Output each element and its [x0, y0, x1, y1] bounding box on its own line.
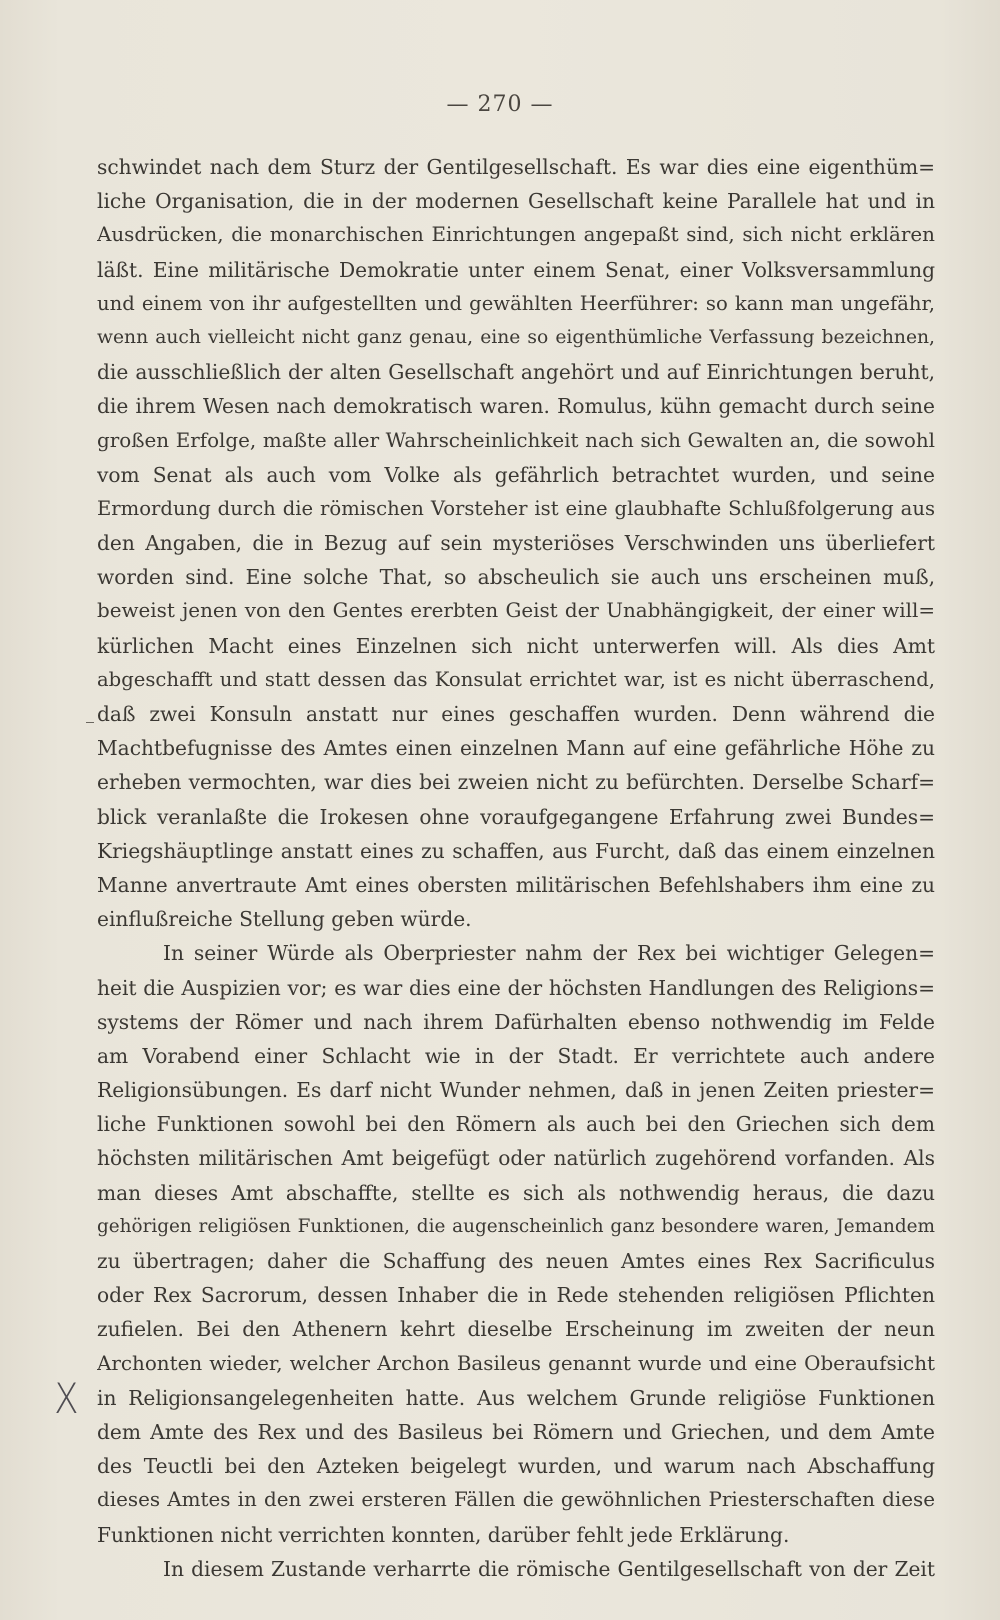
text-line: heit die Auspizien vor; es war dies eine der höchsten Handlungen des Religions= [97, 975, 935, 1000]
text-line: oder Rex Sacrorum, dessen Inhaber die in Rede stehenden religiösen Pflichten [97, 1283, 935, 1308]
body-text [97, 150, 935, 1586]
text-line: in Religionsangelegenheiten hatte. Aus welchem Grunde religiöse Funktionen [97, 1385, 935, 1410]
text-line: einflußreiche Stellung geben würde. [97, 907, 472, 932]
text-line: dem Amte des Rex und des Basileus bei Römern und Griechen, und dem Amte [97, 1419, 935, 1444]
text-line: Machtbefugnisse des Amtes einen einzelnen Mann auf eine gefährliche Höhe zu [97, 736, 935, 761]
text-line: beweist jenen von den Gentes ererbten Geist der Unabhängigkeit, der einer will= [97, 599, 935, 623]
margin-dash-mark [86, 722, 94, 723]
text-line: zufielen. Bei den Athenern kehrt dieselbe Erscheinung im zweiten der neun [97, 1317, 935, 1342]
text-line: blick veranlaßte die Irokesen ohne voraufgegangene Erfahrung zwei Bundes= [97, 804, 935, 829]
text-line: In diesem Zustande verharrte die römische Gentilgesellschaft von der Zeit [163, 1556, 935, 1581]
text-line: vom Senat als auch vom Volke als gefährlich betrachtet wurden, und seine [97, 462, 935, 487]
text-line: man dieses Amt abschaffte, stellte es sich als nothwendig heraus, die dazu [97, 1180, 935, 1205]
text-line: liche Funktionen sowohl bei den Römern als auch bei den Griechen sich dem [97, 1112, 935, 1137]
text-line: Kriegshäuptlinge anstatt eines zu schaffen, aus Furcht, daß das einem einzelnen [97, 838, 935, 863]
text-line: liche Organisation, die in der modernen Gesellschaft keine Parallele hat und in [97, 189, 935, 214]
text-line: Religionsübungen. Es darf nicht Wunder nehmen, daß in jenen Zeiten priester= [97, 1078, 935, 1103]
text-line: höchsten militärischen Amt beigefügt oder natürlich zugehörend vorfanden. Als [97, 1146, 935, 1171]
text-line: und einem von ihr aufgestellten und gewählten Heerführer: so kann man ungefähr, [97, 291, 935, 315]
margin-x-mark: X [54, 1374, 79, 1423]
text-line: den Angaben, die in Bezug auf sein mysteriöses Verschwinden uns überliefert [97, 531, 935, 556]
text-line: am Vorabend einer Schlacht wie in der Stadt. Er verrichtete auch andere [97, 1043, 935, 1068]
text-line: In seiner Würde als Oberpriester nahm der Rex bei wichtiger Gelegen= [163, 941, 935, 966]
text-line: worden sind. Eine solche That, so abscheulich sie auch uns erscheinen muß, [97, 565, 935, 590]
text-line: Archonten wieder, welcher Archon Basileus genannt wurde und eine Oberaufsicht [97, 1351, 935, 1375]
page-number: — 270 — [446, 92, 554, 117]
text-line: des Teuctli bei den Azteken beigelegt wurden, und warum nach Abschaffung [97, 1454, 935, 1479]
text-line: läßt. Eine militärische Demokratie unter einem Senat, einer Volksversammlung [97, 257, 935, 282]
text-line: großen Erfolge, maßte aller Wahrscheinlichkeit nach sich Gewalten an, die sowohl [97, 428, 935, 452]
text-line: abgeschafft und statt dessen das Konsulat errichtet war, ist es nicht überraschend, [97, 667, 935, 691]
text-line: wenn auch vielleicht nicht ganz genau, eine so eigenthümliche Verfassung bezeichnen, [97, 326, 935, 348]
text-line: dieses Amtes in den zwei ersteren Fällen die gewöhnlichen Priesterschaften diese [97, 1488, 935, 1512]
text-line: Funktionen nicht verrichten konnten, darüber fehlt jede Erklärung. [97, 1522, 790, 1547]
text-line: systems der Römer und nach ihrem Dafürhalten ebenso nothwendig im Felde [97, 1009, 935, 1034]
text-line: erheben vermochten, war dies bei zweien nicht zu befürchten. Derselbe Scharf= [97, 770, 935, 795]
text-line: Manne anvertraute Amt eines obersten militärischen Befehlshabers ihm eine zu [97, 872, 935, 897]
text-line: zu übertragen; daher die Schaffung des neuen Amtes eines Rex Sacrificulus [97, 1249, 935, 1273]
text-line: schwindet nach dem Sturz der Gentilgesellschaft. Es war dies eine eigenthüm= [97, 155, 935, 179]
text-line: Ausdrücken, die monarchischen Einrichtungen angepaßt sind, sich nicht erklären [97, 223, 935, 247]
text-line: die ausschließlich der alten Gesellschaft angehört und auf Einrichtungen beruht, [97, 360, 935, 385]
text-line: die ihrem Wesen nach demokratisch waren. Romulus, kühn gemacht durch seine [97, 394, 935, 419]
text-line: daß zwei Konsuln anstatt nur eines geschaffen wurden. Denn während die [97, 702, 935, 726]
text-line: kürlichen Macht eines Einzelnen sich nicht unterwerfen will. Als dies Amt [97, 633, 935, 658]
text-line: Ermordung durch die römischen Vorsteher ist eine glaubhafte Schlußfolgerung aus [97, 496, 935, 520]
text-line: gehörigen religiösen Funktionen, die augenscheinlich ganz besondere waren, Jemandem [97, 1215, 935, 1237]
